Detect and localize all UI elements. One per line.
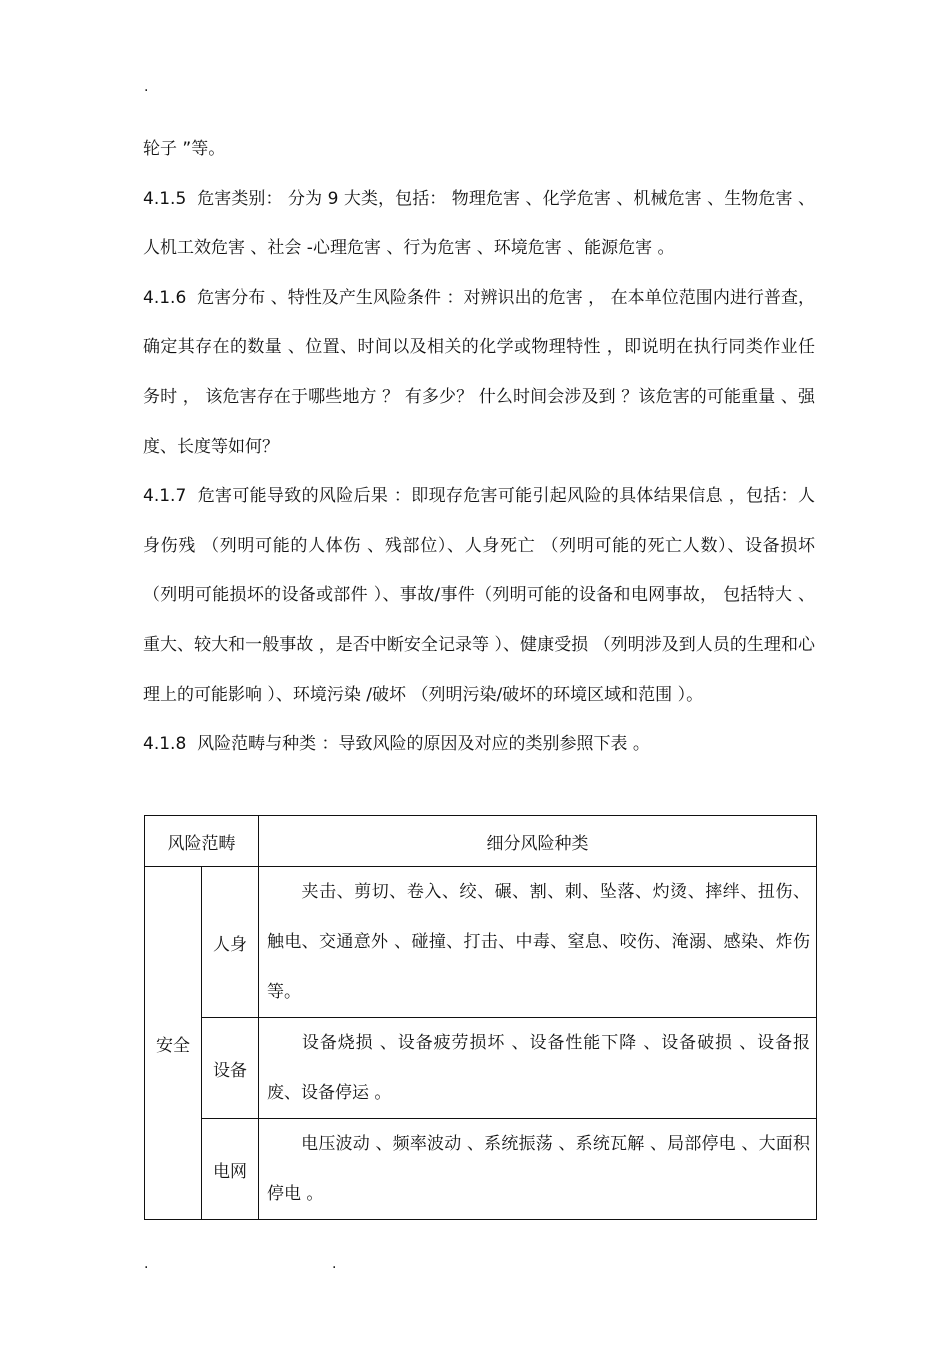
paragraph-4-1-5: 4.1.5 危害类别： 分为 9 大类，包括： 物理危害 、化学危害 、机械危害 、生物危害 、人机工效危害 、社会 -心理危害 、行为危害 、环境危害 、能源危害 。 <box>143 188 815 259</box>
risk-desc-equipment: 设备烧损 、设备疲劳损坏 、设备性能下降 、设备破损 、设备报废、设备停运 。 <box>259 1018 817 1119</box>
footer-mark-right: . <box>332 1256 337 1272</box>
subcategory-grid: 电网 <box>202 1119 259 1220</box>
table-row <box>145 867 817 1018</box>
paragraph-4-1-6: 4.1.6 危害分布 、特性及产生风险条件 ：对辨识出的危害 ， 在本单位范围内进行普查，确定其存在的数量 、位置、时间以及相关的化学或物理特性 ，即说明在执行同类作业任务时 ， 该危害存在于哪些地方 ？ 有多少？ 什么时间会涉及到 ？该危害的可能重量 、强度、长度等如何？ <box>143 287 815 457</box>
safety-category-cell: 安全 <box>145 867 202 1220</box>
subcategory-personal: 人身 <box>202 867 259 1018</box>
risk-desc-grid: 电压波动 、频率波动 、系统振荡 、系统瓦解 、局部停电 、大面积停电 。 <box>259 1119 817 1220</box>
table-header-row <box>145 816 817 867</box>
footer-mark-left: . <box>144 1256 149 1272</box>
paragraph-continuation: 轮子 ”等。 <box>143 139 226 159</box>
subcategory-equipment: 设备 <box>202 1018 259 1119</box>
paragraph-4-1-8: 4.1.8 风险范畴与种类 ：导致风险的原因及对应的类别参照下表 。 <box>143 734 650 755</box>
header-mark: . <box>144 79 149 95</box>
body-text <box>143 125 821 770</box>
risk-desc-personal: 夹击、剪切、卷入、绞、碾、割、刺、坠落、灼烫、摔绊、扭伤、触电、交通意外 、碰撞、打击、中毒、窒息、咬伤、淹溺、感染、炸伤等。 <box>259 867 817 1018</box>
risk-category-table <box>144 815 817 1220</box>
table-row <box>145 1018 817 1119</box>
header-risk-types: 细分风险种类 <box>259 816 817 867</box>
header-risk-category: 风险范畴 <box>145 816 259 867</box>
paragraph-4-1-7: 4.1.7 危害可能导致的风险后果 ：即现存危害可能引起风险的具体结果信息 ，包括：人身伤残 （列明可能的人体伤 、残部位）、人身死亡 （列明可能的死亡人数）、设备损坏 （列明可能损坏的设备或部件 ）、事故/事件（列明可能的设备和电网事故， 包括特大 、重大、较大和一般事故 ，是否中断安全记录等 ）、健康受损 （列明涉及到人员的生理和心理上的可能影响 ）、环境污染 /破坏 （列明污染/破坏的环境区域和范围 ）。 <box>143 486 821 705</box>
table-row <box>145 1119 817 1220</box>
